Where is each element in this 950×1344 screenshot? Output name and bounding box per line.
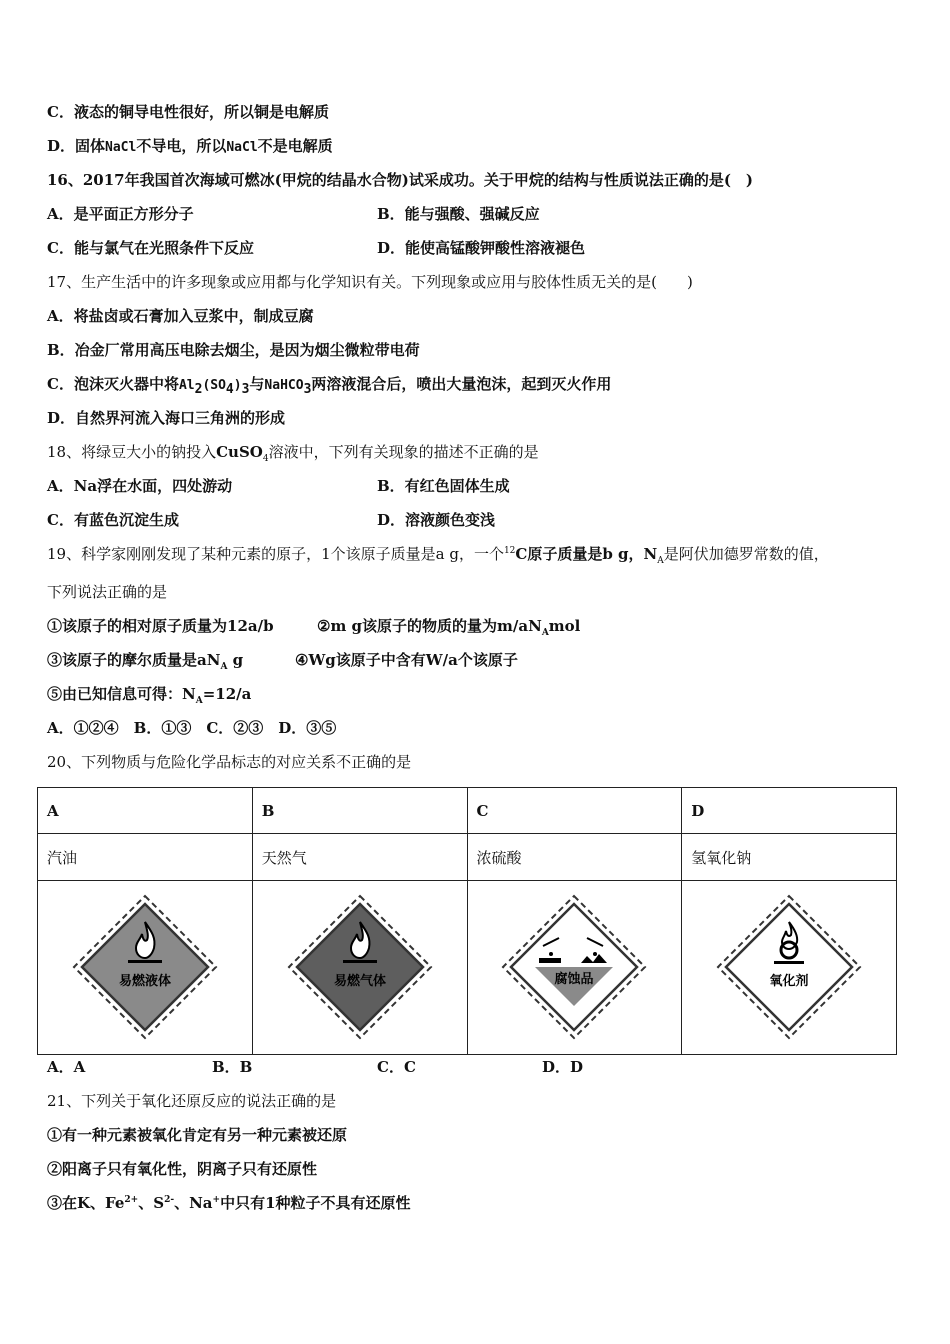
q16-stem: 16、2017年我国首次海域可燃冰(甲烷的结晶水合物)试采成功。关于甲烷的结构与性质说法正确的是( ) [47,171,754,189]
header-cell-b: B [252,788,467,834]
q18-stem: 18、将绿豆大小的钠投入CuSO$_4$溶液中，下列有关现象的描述不正确的是 [47,443,539,464]
header-cell-c: C [467,788,682,834]
q16-options-row1: A．是平面正方形分子 B．能与强酸、强碱反应 [47,205,540,223]
oxidizer-sign-icon [714,892,864,1042]
q19-statement-5: ⑤由已知信息可得：$N_A=12/a$ [47,685,252,706]
q18-options-row1: A．Na浮在水面，四处游动 B．有红色固体生成 [47,477,510,495]
header-cell-d: D [682,788,897,834]
flammable-liquid-sign-icon [70,892,220,1042]
q15-option-d: D．固体NaCl不导电，所以NaCl不是电解质 [47,137,333,155]
q19-statements-row1: ①该原子的相对原子质量为12a/b ②m g该原子的物质的量为$m/aN_Amol$ [47,617,581,638]
sign-cell-d [682,880,897,1054]
q17-option-a: A．将盐卤或石膏加入豆浆中，制成豆腐 [47,307,314,325]
q21-statement-1: ①有一种元素被氧化肯定有另一种元素被还原 [47,1126,348,1144]
q17-option-d: D．自然界河流入海口三角洲的形成 [47,409,286,427]
q18-options-row2: C．有蓝色沉淀生成 D．溶液颜色变浅 [47,511,496,529]
substance-cell-b: 天然气 [252,834,467,880]
header-cell-a: A [38,788,253,834]
sign-label-a: 易燃液体 [118,974,171,990]
sign-label-c: 腐蚀品 [554,972,594,988]
hazard-table [37,787,897,1055]
substance-cell-a: 汽油 [38,834,253,880]
q19-statements-row2: ③该原子的摩尔质量是$aN_A$ g ④Wg该原子中含有W/a个该原子 [47,651,518,672]
q16-options-row2: C．能与氯气在光照条件下反应 D．能使高锰酸钾酸性溶液褪色 [47,239,586,257]
corrosive-sign-icon [499,892,649,1042]
q19-stem-line1: 19、科学家刚刚发现了某种元素的原子，1个该原子质量是a g，一个$^{12}$C原子质量是b g，$N_A$是阿伏加德罗常数的值， [47,545,829,566]
q17-option-b: B．冶金厂常用高压电除去烟尘，是因为烟尘微粒带电荷 [47,341,420,359]
substance-cell-c: 浓硫酸 [467,834,682,880]
sign-label-b: 易燃气体 [333,974,386,990]
q19-stem-line2: 下列说法正确的是 [47,583,168,601]
sign-cell-a [38,880,253,1054]
q21-statement-3: ③在K、$Fe^{2+}$、$S^{2-}$、Na+中只有1种粒子不具有还原性 [47,1194,411,1212]
q15-option-c: C．液态的铜导电性很好，所以铜是电解质 [47,103,329,121]
q19-options: A．①②④ B．①③ C．②③ D．③⑤ [47,719,337,737]
q17-option-c: C．泡沫灭火器中将$Al_2(SO_4)_3$与NaHCO$_3$两溶液混合后，喷出大量泡沫，起到灭火作用 [47,375,612,397]
substance-cell-d: 氢氧化钠 [682,834,897,880]
sign-cell-b [252,880,467,1054]
q21-stem: 21、下列关于氧化还原反应的说法正确的是 [47,1092,337,1110]
q17-stem: 17、生产生活中的许多现象或应用都与化学知识有关。下列现象或应用与胶体性质无关的是( ) [47,273,693,291]
q21-statement-2: ②阳离子只有氧化性，阴离子只有还原性 [47,1160,318,1178]
sign-label-d: 氧化剂 [769,974,809,990]
q20-stem: 20、下列物质与危险化学品标志的对应关系不正确的是 [47,753,412,771]
sign-cell-c [467,880,682,1054]
flammable-gas-sign-icon [285,892,435,1042]
